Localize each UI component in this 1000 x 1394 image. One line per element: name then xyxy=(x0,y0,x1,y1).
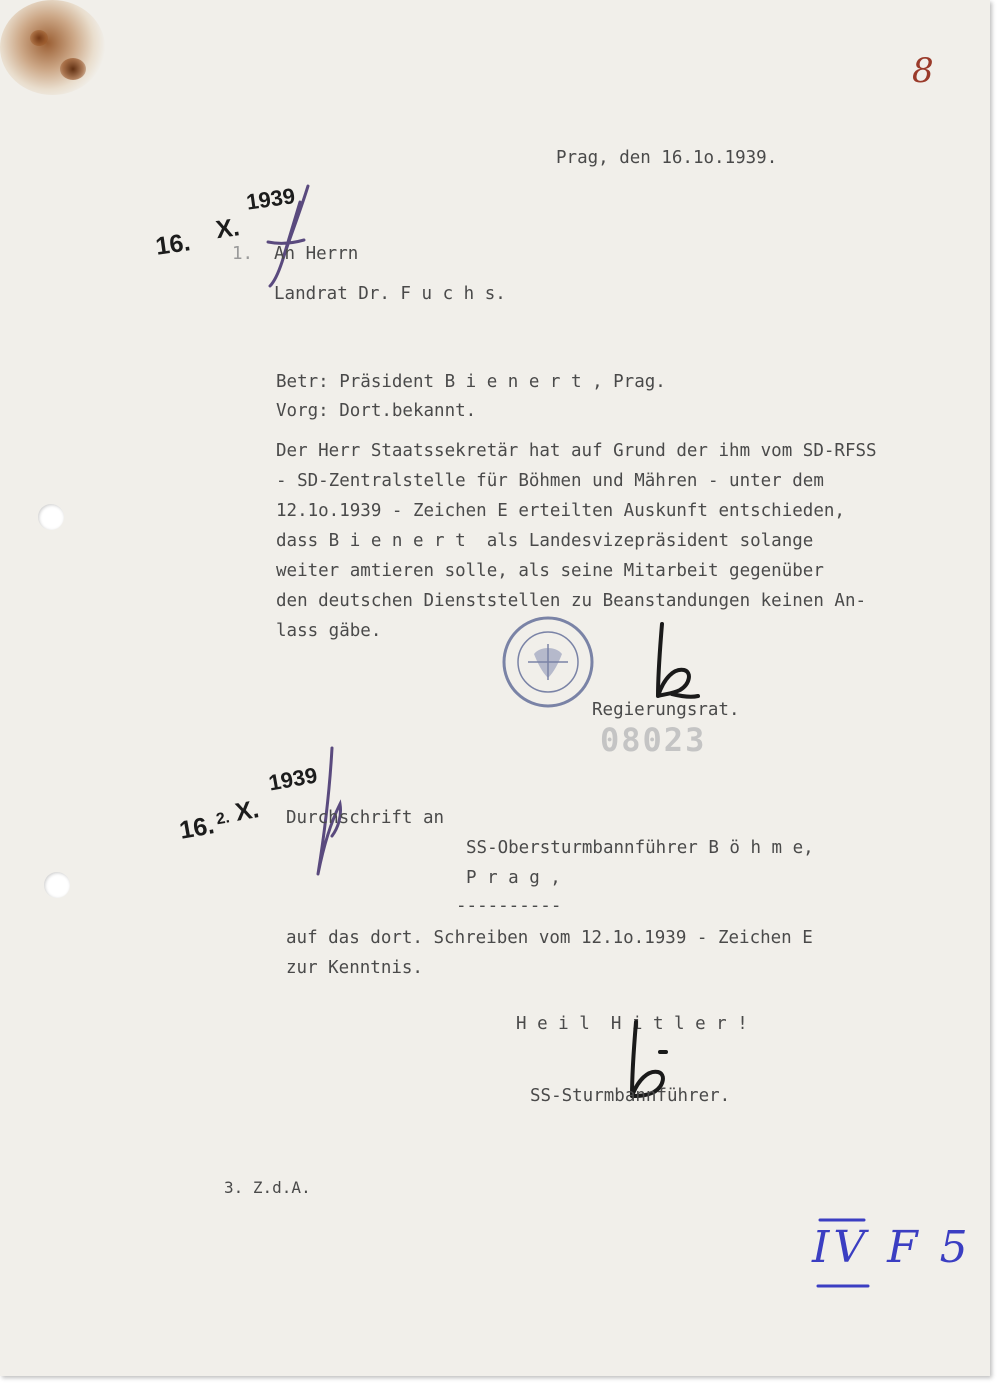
body-line-3: 12.1o.1939 - Zeichen E erteilten Auskunft entschieden, xyxy=(276,501,845,521)
department-underline xyxy=(816,1282,876,1290)
body-line-6: den deutschen Dienststellen zu Beanstandungen keinen An- xyxy=(276,591,867,611)
copy-label: Durchschrift an xyxy=(286,808,445,828)
recipient-line1-prefix: 1. xyxy=(232,244,264,264)
subject-vorg: Vorg: Dort.bekannt. xyxy=(276,401,477,421)
body-line-7: lass gäbe. xyxy=(276,621,382,641)
copy-recipient-line2: P r a g , xyxy=(466,868,561,888)
recipient-line2: Landrat Dr. F u c h s. xyxy=(274,284,506,304)
punch-hole xyxy=(38,504,64,530)
body-line-2: - SD-Zentralstelle für Böhmen und Mähren - unter dem xyxy=(276,471,824,491)
handwritten-signature-1 xyxy=(640,618,710,708)
body-line-5: weiter amtieren solle, als seine Mitarbeit gegenüber xyxy=(276,561,824,581)
burn-spot xyxy=(60,58,86,80)
subject-betr: Betr: Präsident B i e n e r t , Prag. xyxy=(276,372,666,392)
punch-hole xyxy=(44,872,70,898)
stamp-number: 2. xyxy=(214,809,231,829)
stamp-month: X. xyxy=(233,795,262,827)
signature-title-2: SS-Sturmbannführer. xyxy=(530,1086,731,1106)
signature-title-1: Regierungsrat. xyxy=(592,700,740,720)
copy-rule: ---------- xyxy=(456,896,562,916)
filing-note: 3. Z.d.A. xyxy=(224,1178,311,1197)
stamped-number: 08023 xyxy=(600,721,707,759)
stamp-day: 16. xyxy=(153,228,193,261)
pencil-initial-1 xyxy=(248,182,328,292)
burn-stain xyxy=(0,0,105,95)
official-seal xyxy=(498,612,598,712)
recipient-line1: An Herrn xyxy=(274,244,359,264)
copy-recipient-line1: SS-Obersturmbannführer B ö h m e, xyxy=(466,838,814,858)
closing-greeting: H e i l H i t l e r ! xyxy=(516,1014,748,1034)
burn-spot xyxy=(30,30,48,46)
department-overline xyxy=(818,1216,878,1224)
handwritten-department-code: IV F 5 xyxy=(812,1222,972,1273)
place-date: Prag, den 16.1o.1939. xyxy=(556,148,778,168)
copy-body-line1: auf das dort. Schreiben vom 12.1o.1939 - Zeichen E xyxy=(286,928,813,948)
stamp-year: 1939 xyxy=(244,183,297,215)
stamp-day: 16. xyxy=(177,811,217,845)
stamp-year: 1939 xyxy=(266,762,320,796)
stamp-month: X. xyxy=(214,213,242,245)
copy-body-line2: zur Kenntnis. xyxy=(286,958,423,978)
body-line-4: dass B i e n e r t als Landesvizepräsident solange xyxy=(276,531,814,551)
body-line-1: Der Herr Staatssekretär hat auf Grund der ihm vom SD-RFSS xyxy=(276,441,877,461)
margin-pencil-mark: 8 xyxy=(912,51,934,91)
